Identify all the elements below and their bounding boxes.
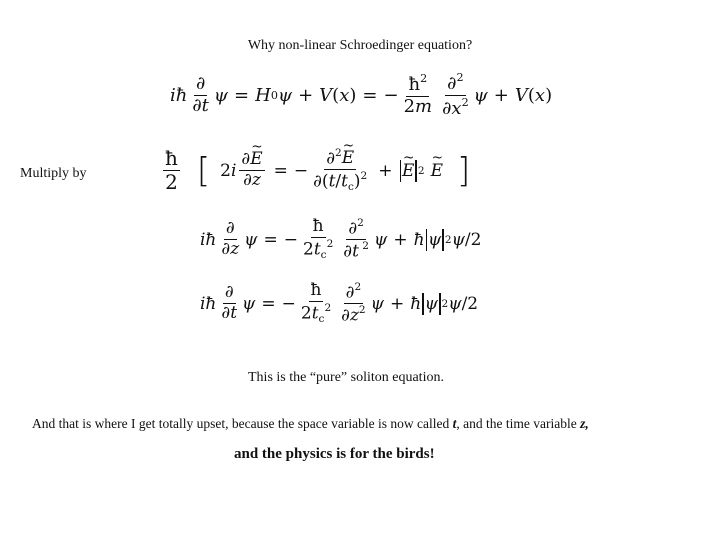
conclusion-text: and the physics is for the birds! [234, 446, 435, 462]
soliton-caption: This is the “pure” soliton equation. [248, 370, 444, 385]
remark-var-t: t [452, 416, 457, 431]
remark-line [32, 416, 712, 432]
nls-equation-t: iħ $\frac{\partial}{\partial t}$ ψ = − $\frac{ħ}{2t_c^2}$ $\frac{\partial^2}{\partial z^2}$ ψ + ħ ψ 2 ψ /2 [200, 280, 479, 326]
remark-var-z: z, [580, 416, 589, 431]
remark-middle: , and the time variable [456, 416, 577, 431]
slide-title: Why non-linear Schroedinger equation? [247, 38, 473, 53]
time-derivative-fraction: $\frac{\partial}{\partial t}$ [192, 72, 209, 116]
schroedinger-equation: iħ $\frac{\partial}{\partial t}$ ψ = H 0 ψ + V ( x ) = − $\frac{ħ^2}{2m}$ $\frac{\partial^2}{\partial x^2}$ ψ + V ( x ) [170, 71, 553, 119]
envelope-equation: $\frac{ħ}{2}$ [ 2i $\frac{\partial E \sim}{\partial z}$ = − $\frac{\partial^2E \sim}{\partial(t/t_c)^2}$ + E ~ 2 E ~ ] [160, 148, 470, 193]
nls-equation-z: iħ $\frac{\partial}{\partial z}$ ψ = − $\frac{ħ}{2t_c^2}$ $\frac{\partial^2}{\partial t ^2}$ ψ + ħ ψ 2 ψ /2 [200, 216, 482, 262]
remark-prefix: And that is where I get totally upset, because the space variable is now called [32, 416, 450, 431]
multiply-label: Multiply by [20, 166, 87, 181]
